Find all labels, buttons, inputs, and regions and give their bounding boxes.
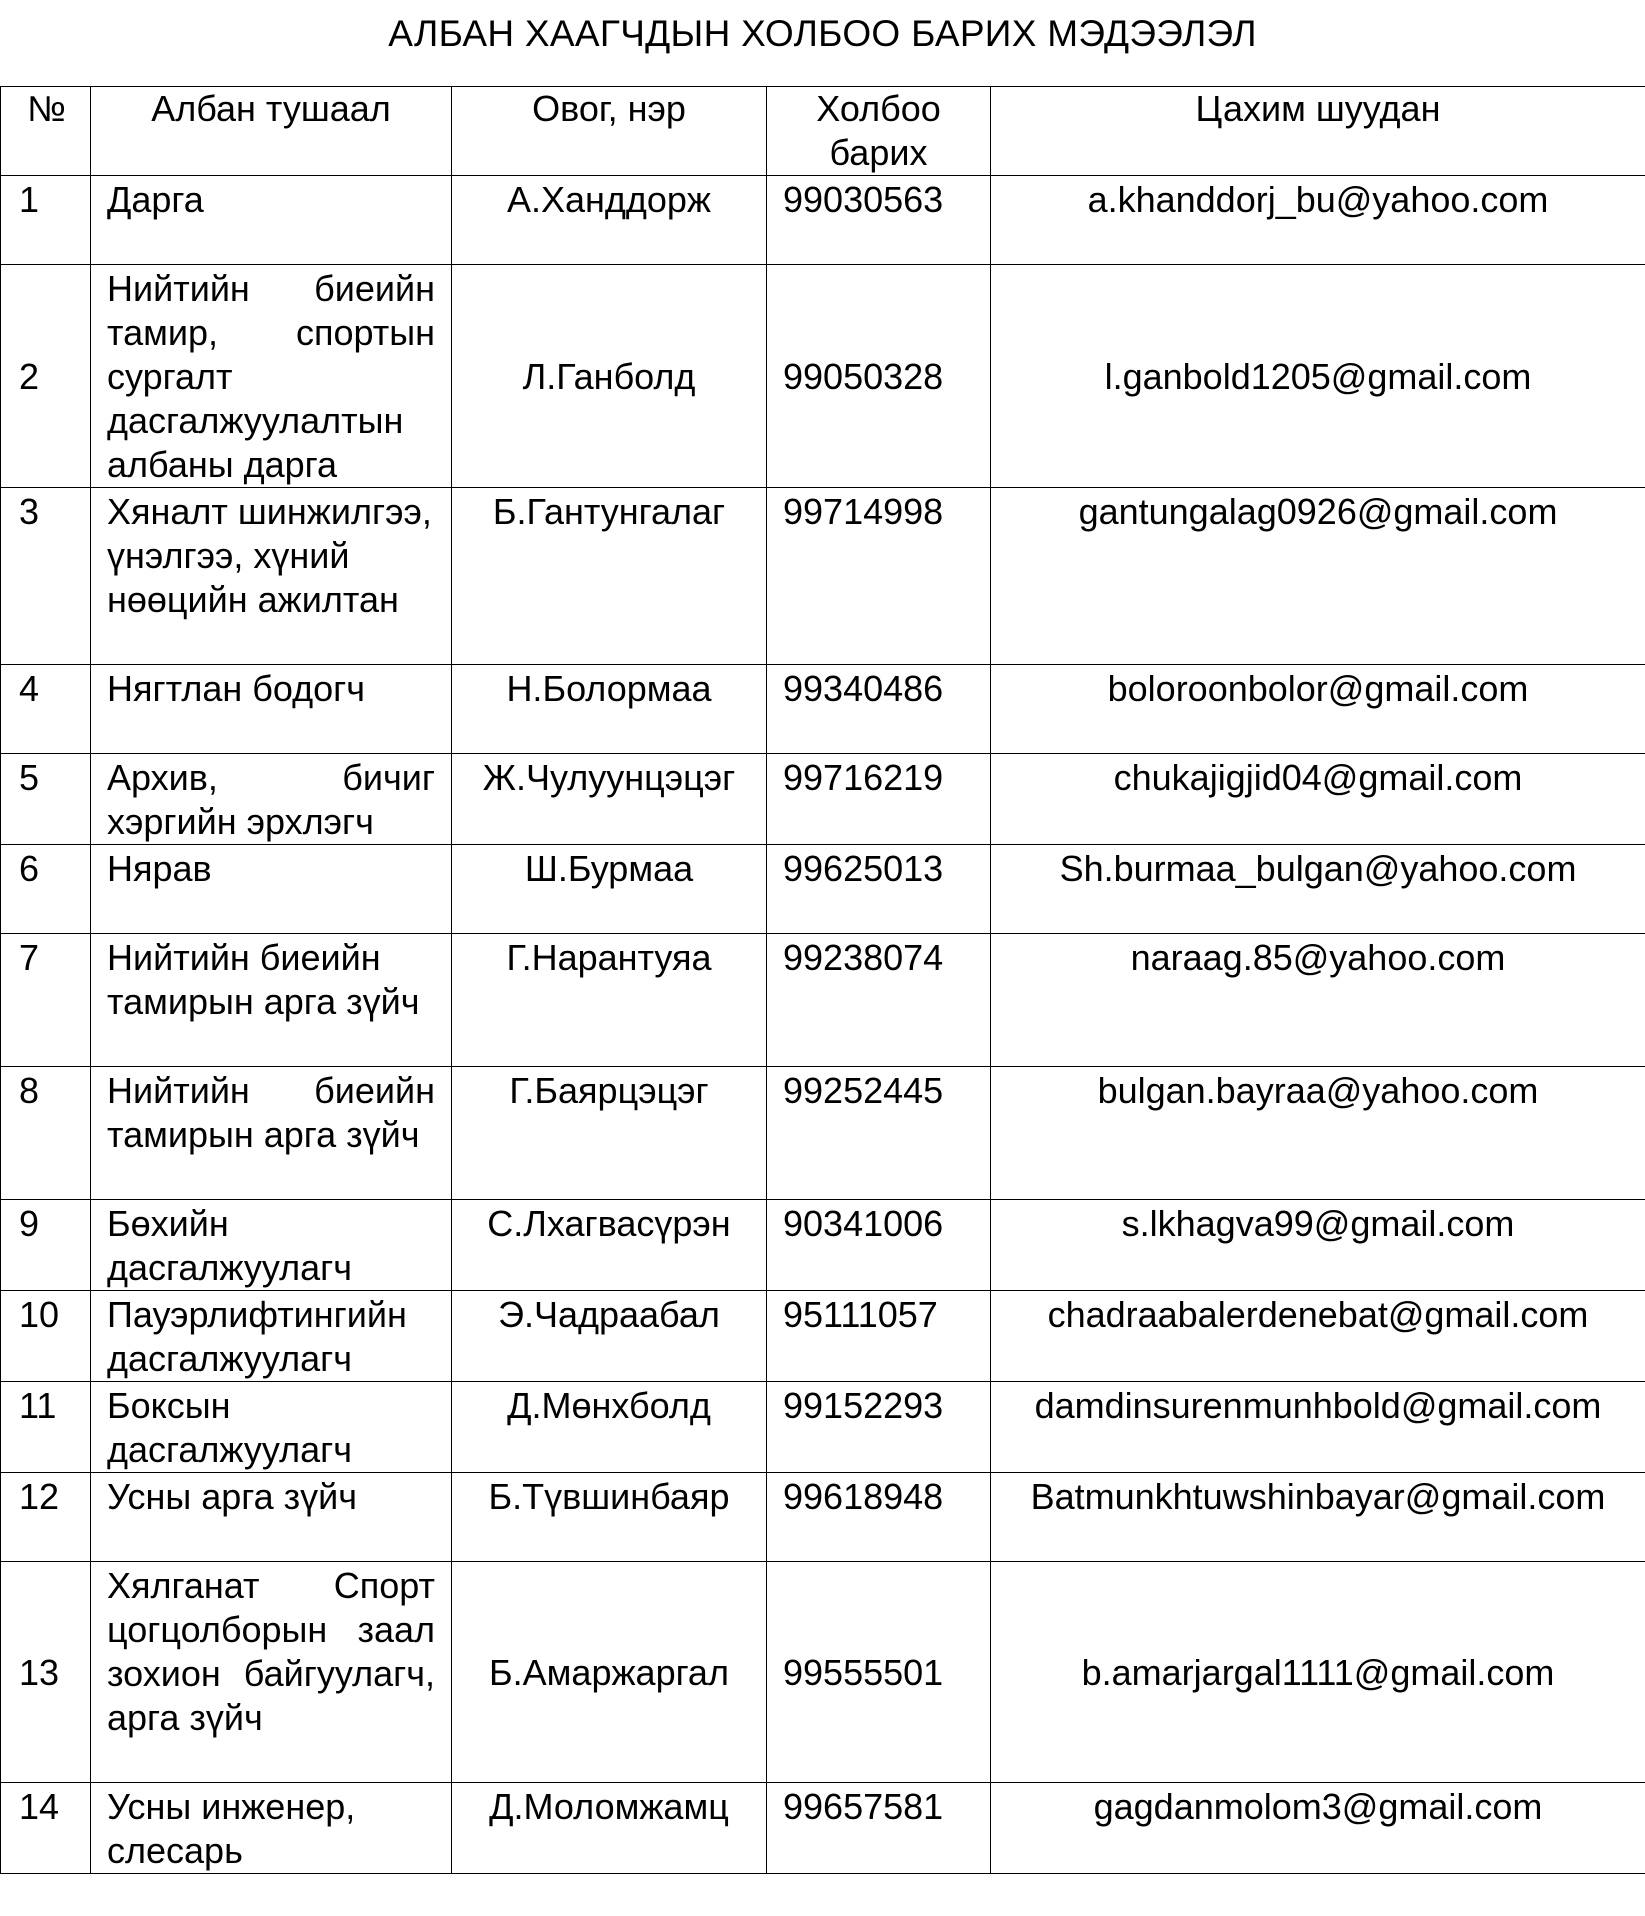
row-num: 14 — [1, 1783, 91, 1874]
row-phone: 99252445 — [767, 1067, 991, 1200]
row-phone: 99030563 — [767, 176, 991, 265]
row-num: 4 — [1, 665, 91, 754]
row-position: Архив, бичиг хэргийн эрхлэгч — [91, 754, 452, 845]
row-num: 9 — [1, 1200, 91, 1291]
header-row — [1, 87, 1645, 176]
row-phone: 99340486 — [767, 665, 991, 754]
row-email: s.lkhagva99@gmail.com — [991, 1200, 1645, 1291]
row-position: Бөхийн дасгалжуулагч — [91, 1200, 452, 1291]
row-email: boloroonbolor@gmail.com — [991, 665, 1645, 754]
row-position: Усны арга зүйч — [91, 1473, 452, 1562]
row-num: 6 — [1, 845, 91, 934]
row-phone: 95111057 — [767, 1291, 991, 1382]
row-phone: 99618948 — [767, 1473, 991, 1562]
table-row — [1, 1783, 1645, 1874]
row-position: Хяналт шинжилгээ, үнэлгээ, хүний нөөцийн ажилтан — [91, 488, 452, 665]
row-num: 3 — [1, 488, 91, 665]
row-position: Нягтлан бодогч — [91, 665, 452, 754]
row-phone: 99152293 — [767, 1382, 991, 1473]
table-row — [1, 1067, 1645, 1200]
row-position: Усны инженер, слесарь — [91, 1783, 452, 1874]
row-position: Нярав — [91, 845, 452, 934]
row-position: Нийтийн биеийн тамирын арга зүйч — [91, 934, 452, 1067]
row-email: chukajigjid04@gmail.com — [991, 754, 1645, 845]
row-num: 11 — [1, 1382, 91, 1473]
table-row — [1, 754, 1645, 845]
row-name: Б.Амаржаргал — [452, 1562, 767, 1783]
row-position: Пауэрлифтингийн дасгалжуулагч — [91, 1291, 452, 1382]
table-row — [1, 934, 1645, 1067]
row-email: bulgan.bayraa@yahoo.com — [991, 1067, 1645, 1200]
row-name: С.Лхагвасүрэн — [452, 1200, 767, 1291]
row-num: 1 — [1, 176, 91, 265]
header-position: Албан тушаал — [91, 87, 452, 176]
row-position: Дарга — [91, 176, 452, 265]
header-phone: Холбоо барих — [767, 87, 991, 176]
table-row — [1, 488, 1645, 665]
row-phone: 99716219 — [767, 754, 991, 845]
row-name: Л.Ганболд — [452, 265, 767, 488]
row-position: Нийтийн биеийн тамир, спортын сургалт дасгалжуулалтын албаны дарга — [91, 265, 452, 488]
table-row — [1, 1200, 1645, 1291]
row-num: 13 — [1, 1562, 91, 1783]
row-num: 10 — [1, 1291, 91, 1382]
row-name: Ж.Чулуунцэцэг — [452, 754, 767, 845]
row-phone: 99657581 — [767, 1783, 991, 1874]
table-row — [1, 1382, 1645, 1473]
row-phone: 99238074 — [767, 934, 991, 1067]
row-phone: 99555501 — [767, 1562, 991, 1783]
table-header — [1, 87, 1645, 176]
table-row — [1, 845, 1645, 934]
row-email: damdinsurenmunhbold@gmail.com — [991, 1382, 1645, 1473]
row-name: Ш.Бурмаа — [452, 845, 767, 934]
row-phone: 99050328 — [767, 265, 991, 488]
row-name: Н.Болормаа — [452, 665, 767, 754]
document-title: АЛБАН ХААГЧДЫН ХОЛБОО БАРИХ МЭДЭЭЛЭЛ — [388, 13, 1257, 54]
row-phone: 99625013 — [767, 845, 991, 934]
row-position: Нийтийн биеийн тамирын арга зүйч — [91, 1067, 452, 1200]
row-email: gagdanmolom3@gmail.com — [991, 1783, 1645, 1874]
header-name: Овог, нэр — [452, 87, 767, 176]
row-name: Г.Баярцэцэг — [452, 1067, 767, 1200]
row-name: А.Ханддорж — [452, 176, 767, 265]
row-position: Боксын дасгалжуулагч — [91, 1382, 452, 1473]
row-name: Э.Чадраабал — [452, 1291, 767, 1382]
row-email: Sh.burmaa_bulgan@yahoo.com — [991, 845, 1645, 934]
table-row — [1, 665, 1645, 754]
table-row — [1, 1473, 1645, 1562]
row-name: Д.Моломжамц — [452, 1783, 767, 1874]
row-num: 2 — [1, 265, 91, 488]
header-num: № — [1, 87, 91, 176]
row-num: 7 — [1, 934, 91, 1067]
row-name: Г.Нарантуяа — [452, 934, 767, 1067]
row-email: l.ganbold1205@gmail.com — [991, 265, 1645, 488]
contacts-table — [0, 86, 1645, 1874]
header-email: Цахим шуудан — [991, 87, 1645, 176]
row-email: naraag.85@yahoo.com — [991, 934, 1645, 1067]
table-row — [1, 176, 1645, 265]
table-row — [1, 1562, 1645, 1783]
row-name: Б.Түвшинбаяр — [452, 1473, 767, 1562]
row-num: 12 — [1, 1473, 91, 1562]
row-phone: 90341006 — [767, 1200, 991, 1291]
row-email: b.amarjargal1111@gmail.com — [991, 1562, 1645, 1783]
row-num: 8 — [1, 1067, 91, 1200]
table-row — [1, 265, 1645, 488]
table-body — [1, 176, 1645, 1874]
row-position: Хялганат Спорт цогцолборын заал зохион байгуулагч, арга зүйч — [91, 1562, 452, 1783]
row-email: a.khanddorj_bu@yahoo.com — [991, 176, 1645, 265]
row-email: Batmunkhtuwshinbayar@gmail.com — [991, 1473, 1645, 1562]
row-email: chadraabalerdenebat@gmail.com — [991, 1291, 1645, 1382]
row-email: gantungalag0926@gmail.com — [991, 488, 1645, 665]
row-name: Д.Мөнхболд — [452, 1382, 767, 1473]
row-num: 5 — [1, 754, 91, 845]
row-phone: 99714998 — [767, 488, 991, 665]
table-row — [1, 1291, 1645, 1382]
row-name: Б.Гантунгалаг — [452, 488, 767, 665]
